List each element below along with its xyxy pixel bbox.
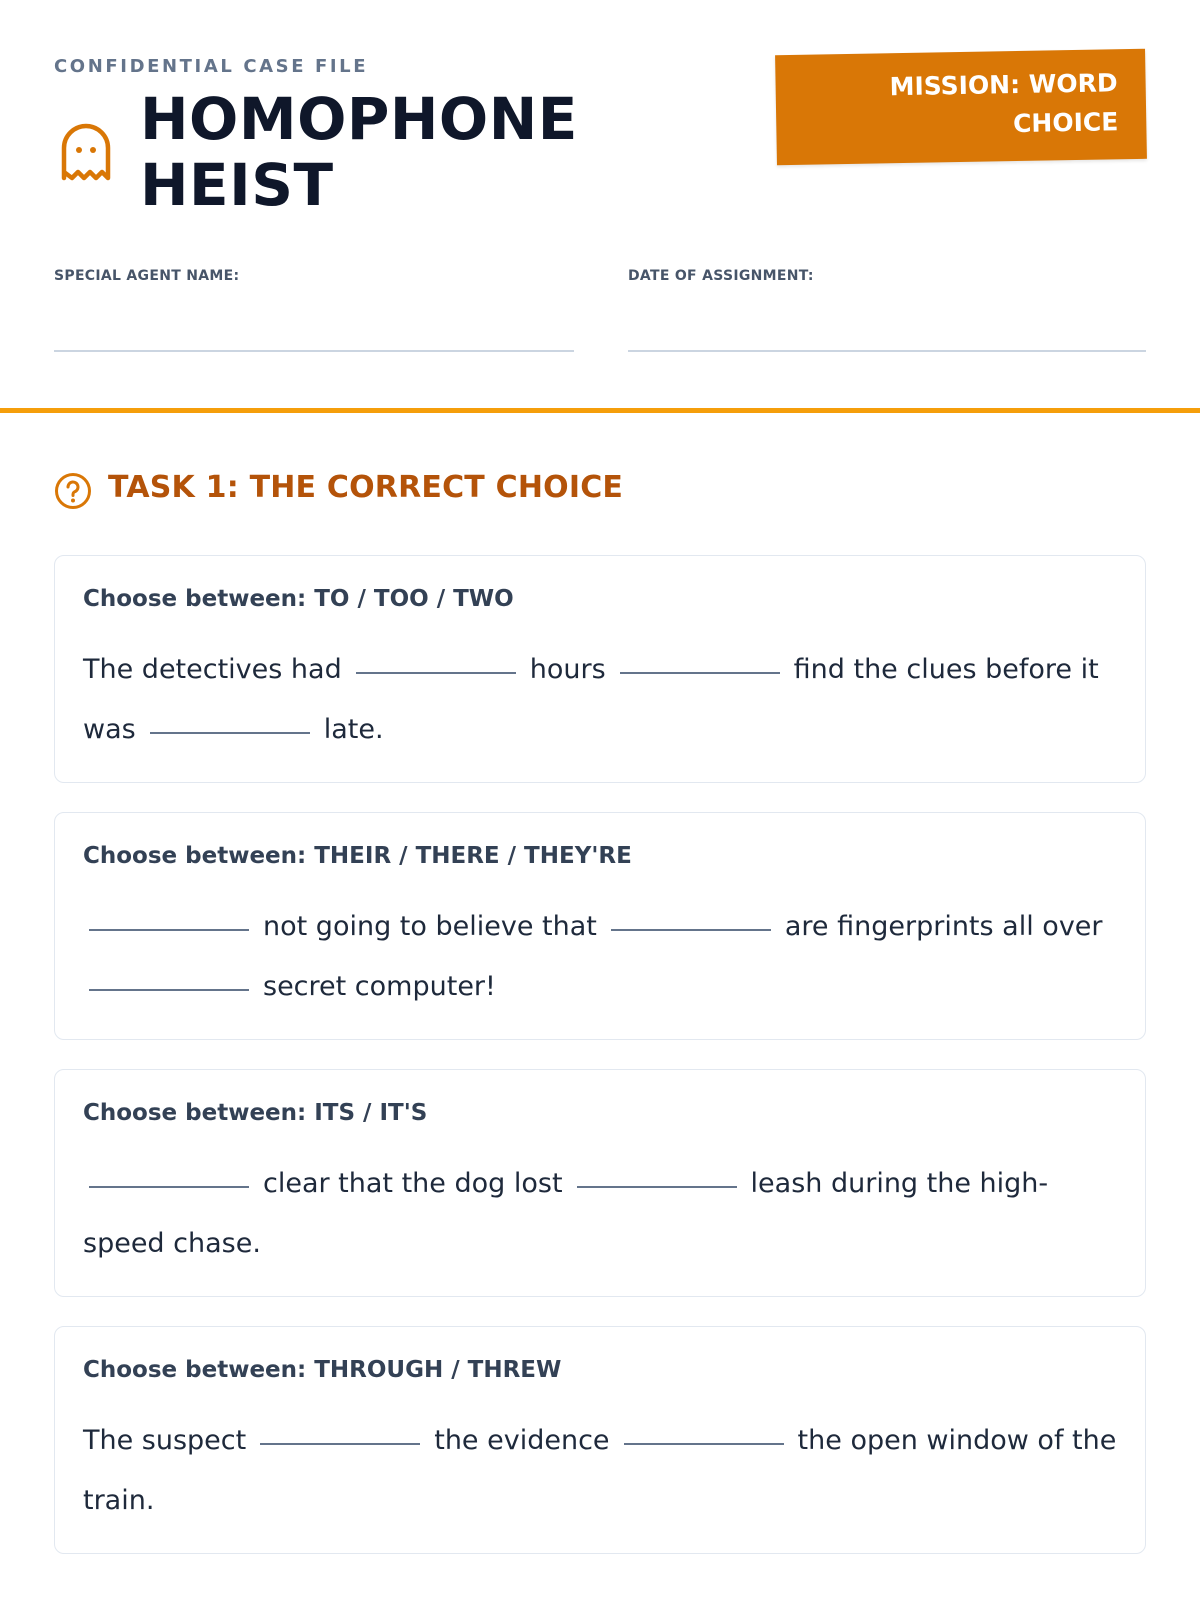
sentence-part: the open window of the train. [83,1425,1117,1516]
answer-blank[interactable] [356,672,516,674]
sentence-part: not going to believe that [263,911,597,942]
question-label: Choose between: THROUGH / THREW [83,1357,562,1383]
answer-blank[interactable] [89,929,249,931]
sentence-part: late. [323,714,384,745]
question-sentence [83,640,1123,760]
sentence-part: find the clues before it was [83,654,1099,745]
answer-blank[interactable] [624,1443,784,1445]
mission-badge [775,49,1147,165]
answer-blank[interactable] [89,989,249,991]
question-card-4 [54,1326,1146,1554]
question-card-3 [54,1069,1146,1297]
answer-blank[interactable] [577,1186,737,1188]
sentence-part: The suspect [83,1425,247,1456]
title-line-1: HOMOPHONE [140,85,578,153]
question-card-2 [54,812,1146,1040]
assignment-date-label: DATE OF ASSIGNMENT: [628,268,814,284]
question-label: Choose between: THEIR / THERE / THEY'RE [83,843,632,869]
question-label: Choose between: ITS / IT'S [83,1100,428,1126]
sentence-part: are fingerprints all over [784,911,1103,942]
question-sentence [83,1154,1123,1274]
sentence-part: hours [529,654,606,685]
assignment-date-line[interactable] [628,350,1146,352]
answer-blank[interactable] [620,672,780,674]
answer-blank[interactable] [611,929,771,931]
question-circle-icon [54,472,92,510]
question-card-1 [54,555,1146,783]
task-title: TASK 1: THE CORRECT CHOICE [108,470,624,505]
sentence-part: leash during the high-speed chase. [83,1168,1049,1259]
sentence-part: the evidence [434,1425,610,1456]
question-sentence [83,1411,1123,1531]
question-sentence [83,897,1123,1017]
agent-name-line[interactable] [54,350,574,352]
answer-blank[interactable] [150,732,310,734]
ghost-icon [58,122,114,186]
case-file-kicker: CONFIDENTIAL CASE FILE [54,56,369,77]
mission-line-2: CHOICE [1012,107,1119,139]
mission-line-1: MISSION: WORD [889,68,1118,102]
agent-name-label: SPECIAL AGENT NAME: [54,268,240,284]
answer-blank[interactable] [260,1443,420,1445]
page-title [140,86,578,218]
sentence-part: clear that the dog lost [263,1168,563,1199]
answer-blank[interactable] [89,1186,249,1188]
sentence-part: secret computer! [263,971,496,1002]
question-label: Choose between: TO / TOO / TWO [83,586,514,612]
worksheet-header [0,0,1200,410]
title-line-2: HEIST [140,151,334,219]
section-divider [0,408,1200,413]
sentence-part: The detectives had [83,654,342,685]
